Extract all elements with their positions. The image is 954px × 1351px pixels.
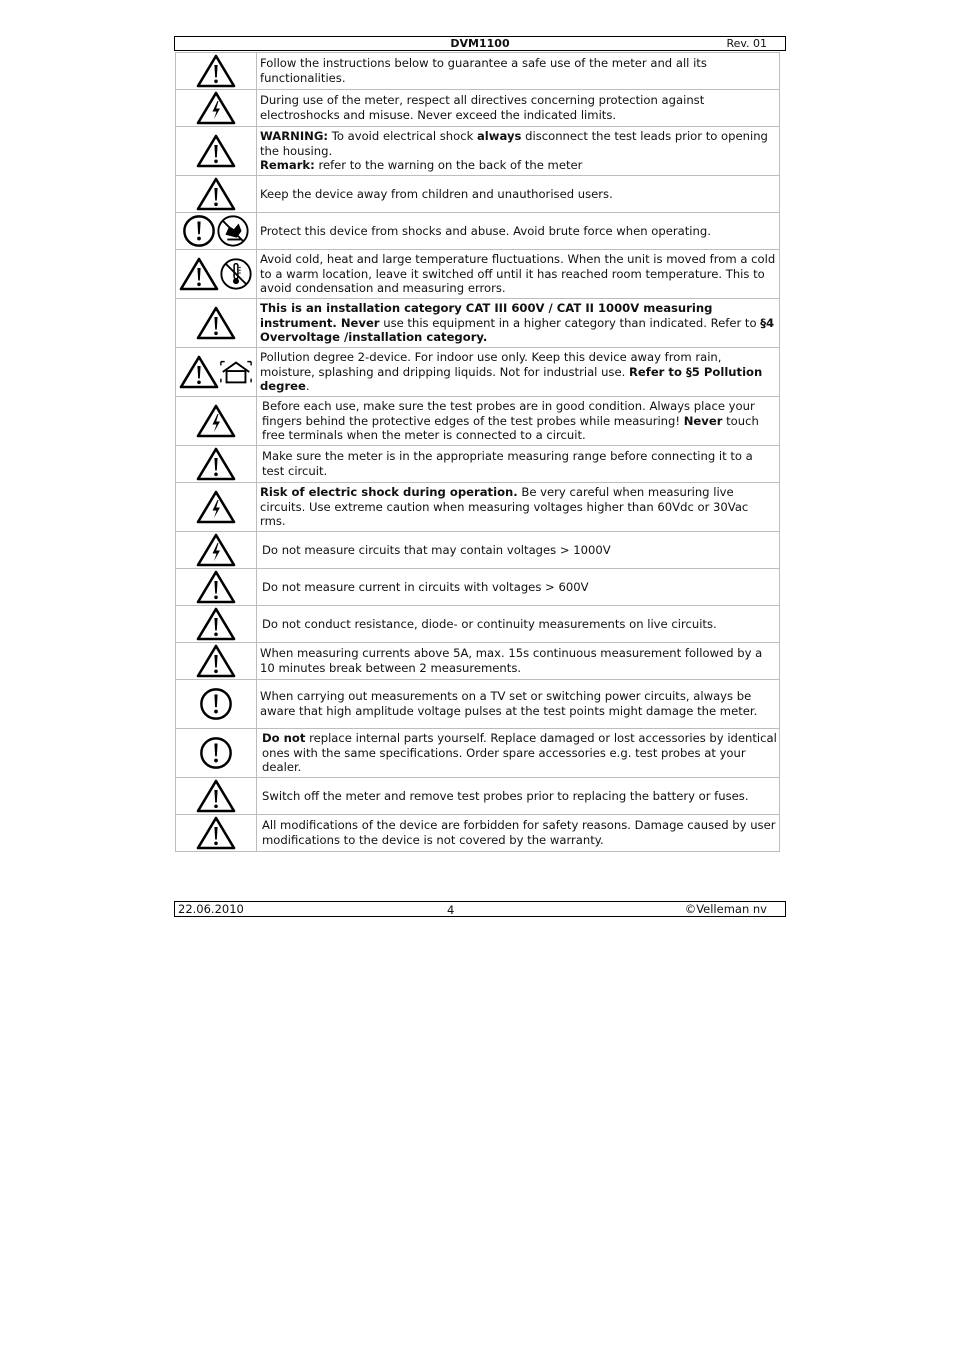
icon-cell <box>176 815 257 852</box>
table-row <box>176 815 780 852</box>
icon-cell <box>176 299 257 348</box>
instruction-text: Keep the device away from children and unauthorised users. <box>257 176 780 213</box>
warning-triangle-icon <box>196 305 236 341</box>
table-row <box>176 397 780 446</box>
warning-triangle-icon <box>196 569 236 605</box>
instruction-text: Do not measure circuits that may contain voltages > 1000V <box>257 532 780 569</box>
document-date: 22.06.2010 <box>178 902 244 916</box>
indoor-use-house-icon <box>219 359 253 385</box>
table-row <box>176 532 780 569</box>
caution-circle-icon <box>199 736 233 770</box>
table-row <box>176 53 780 90</box>
warning-triangle-icon <box>196 446 236 482</box>
instruction-text: Switch off the meter and remove test probes prior to replacing the battery or fuses. <box>257 778 780 815</box>
document-title: DVM1100 <box>450 37 510 50</box>
table-row <box>176 446 780 483</box>
instruction-text: Avoid cold, heat and large temperature fluctuations. When the unit is moved from a cold to a warm location, leave it switched off until it has reached room temperature. This to avoid condensation and measuring errors. <box>257 250 780 299</box>
icon-cell <box>176 729 257 778</box>
instruction-text: Follow the instructions below to guarantee a safe use of the meter and all its functionalities. <box>257 53 780 90</box>
high-voltage-icon <box>196 90 236 126</box>
page-footer <box>174 901 786 917</box>
page-header <box>174 36 786 51</box>
icon-cell <box>176 53 257 90</box>
revision-label: Rev. 01 <box>726 37 767 50</box>
table-row <box>176 778 780 815</box>
safety-instructions-table <box>175 52 780 852</box>
instruction-text: Protect this device from shocks and abuse. Avoid brute force when operating. <box>257 213 780 250</box>
table-row <box>176 213 780 250</box>
warning-triangle-icon <box>196 176 236 212</box>
icon-cell <box>176 532 257 569</box>
table-row <box>176 569 780 606</box>
warning-triangle-icon <box>196 815 236 851</box>
table-row <box>176 250 780 299</box>
instruction-text: Before each use, make sure the test probes are in good condition. Always place your fingers behind the protective edges of the test probes while measuring! Never touch free terminals when the meter is connected to a circuit. <box>257 397 780 446</box>
warning-triangle-icon <box>179 354 219 390</box>
icon-cell <box>176 569 257 606</box>
icon-cell <box>176 348 257 397</box>
instruction-text: WARNING: To avoid electrical shock always disconnect the test leads prior to opening the housing. Remark: refer to the warning on the back of the meter <box>257 127 780 176</box>
icon-cell <box>176 446 257 483</box>
caution-circle-icon <box>182 214 216 248</box>
instruction-text: Do not measure current in circuits with voltages > 600V <box>257 569 780 606</box>
table-row <box>176 348 780 397</box>
high-voltage-icon <box>196 403 236 439</box>
instruction-text: Do not replace internal parts yourself. Replace damaged or lost accessories by identical ones with the same specifications. Order spare accessories e.g. test probes at your dealer. <box>257 729 780 778</box>
warning-triangle-icon <box>196 133 236 169</box>
warning-triangle-icon <box>196 643 236 679</box>
table-row <box>176 680 780 729</box>
instruction-text: Do not conduct resistance, diode- or continuity measurements on live circuits. <box>257 606 780 643</box>
icon-cell <box>176 176 257 213</box>
icon-cell <box>176 483 257 532</box>
warning-triangle-icon <box>179 256 219 292</box>
caution-circle-icon <box>199 687 233 721</box>
warning-triangle-icon <box>196 606 236 642</box>
no-temperature-extremes-icon <box>219 257 253 291</box>
instruction-text: Pollution degree 2-device. For indoor use only. Keep this device away from rain, moisture, splashing and dripping liquids. Not for industrial use. Refer to §5 Pollution degree. <box>257 348 780 397</box>
icon-cell <box>176 397 257 446</box>
instruction-text: During use of the meter, respect all directives concerning protection against electroshocks and misuse. Never exceed the indicated limits. <box>257 90 780 127</box>
no-impact-icon <box>216 214 250 248</box>
warning-triangle-icon <box>196 778 236 814</box>
instruction-text: When carrying out measurements on a TV set or switching power circuits, always be aware that high amplitude voltage pulses at the test points might damage the meter. <box>257 680 780 729</box>
instruction-text: This is an installation category CAT III 600V / CAT II 1000V measuring instrument. Never use this equipment in a higher category than indicated. Refer to §4 Overvoltage /installation category. <box>257 299 780 348</box>
icon-cell <box>176 778 257 815</box>
icon-cell <box>176 606 257 643</box>
table-row <box>176 483 780 532</box>
high-voltage-icon <box>196 532 236 568</box>
table-row <box>176 127 780 176</box>
icon-cell <box>176 680 257 729</box>
instruction-text: All modifications of the device are forbidden for safety reasons. Damage caused by user modifications to the device is not covered by the warranty. <box>257 815 780 852</box>
icon-cell <box>176 643 257 680</box>
table-row <box>176 643 780 680</box>
table-row <box>176 606 780 643</box>
warning-triangle-icon <box>196 53 236 89</box>
icon-cell <box>176 90 257 127</box>
copyright-label: ©Velleman nv <box>684 902 767 916</box>
instruction-text: Risk of electric shock during operation. Be very careful when measuring live circuits. Use extreme caution when measuring voltages higher than 60Vdc or 30Vac rms. <box>257 483 780 532</box>
page-number: 4 <box>447 903 455 917</box>
instruction-text: Make sure the meter is in the appropriate measuring range before connecting it to a test circuit. <box>257 446 780 483</box>
table-row <box>176 176 780 213</box>
table-row <box>176 729 780 778</box>
table-row <box>176 299 780 348</box>
table-row <box>176 90 780 127</box>
icon-cell <box>176 127 257 176</box>
high-voltage-icon <box>196 489 236 525</box>
icon-cell <box>176 213 257 250</box>
instruction-text: When measuring currents above 5A, max. 15s continuous measurement followed by a 10 minutes break between 2 measurements. <box>257 643 780 680</box>
icon-cell <box>176 250 257 299</box>
